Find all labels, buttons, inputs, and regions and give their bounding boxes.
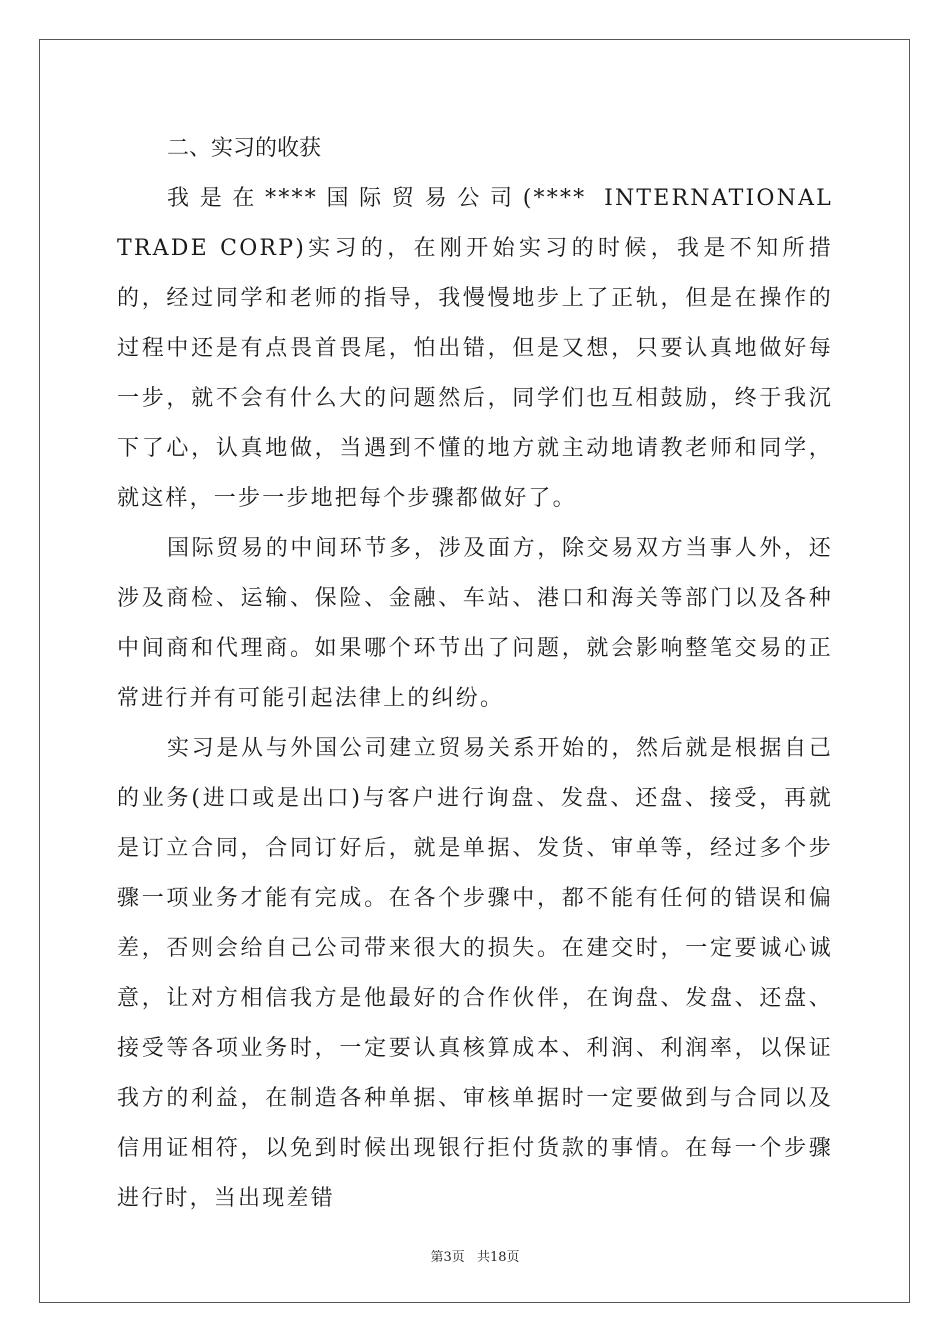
page-footer (0, 1246, 950, 1265)
page-total: 共18页 (476, 1250, 520, 1265)
paragraph-1: 我是在****国际贸易公司(**** INTERNATIONAL TRADE CORP)实习的，在刚开始实习的时候，我是不知所措的，经过同学和老师的指导，我慢慢地步上了正轨，但是在操作的过程中还是有点畏首畏尾，怕出错，但是又想，只要认真地做好每一步，就不会有什么大的问题然后，同学们也互相鼓励，终于我沉下了心，认真地做，当遇到不懂的地方就主动地请教老师和同学，就这样，一步一步地把每个步骤都做好了。 (117, 186, 833, 511)
document-body (117, 124, 833, 1224)
page-number: 第3页 (430, 1250, 465, 1265)
paragraph-2: 国际贸易的中间环节多，涉及面方，除交易双方当事人外，还涉及商检、运输、保险、金融、车站、港口和海关等部门以及各种中间商和代理商。如果哪个环节出了问题，就会影响整笔交易的正常进行并有可能引起法律上的纠纷。 (117, 536, 833, 711)
section-heading: 二、实习的收获 (167, 136, 322, 161)
paragraph-3: 实习是从与外国公司建立贸易关系开始的，然后就是根据自己的业务(进口或是出口)与客户进行询盘、发盘、还盘、接受，再就是订立合同，合同订好后，就是单据、发货、审单等，经过多个步骤一项业务才能有完成。在各个步骤中，都不能有任何的错误和偏差，否则会给自己公司带来很大的损失。在建交时，一定要诚心诚意，让对方相信我方是他最好的合作伙伴，在询盘、发盘、还盘、接受等各项业务时，一定要认真核算成本、利润、利润率，以保证我方的利益，在制造各种单据、审核单据时一定要做到与合同以及信用证相符，以免到时候出现银行拒付货款的事情。在每一个步骤进行时，当出现差错 (117, 736, 833, 1211)
